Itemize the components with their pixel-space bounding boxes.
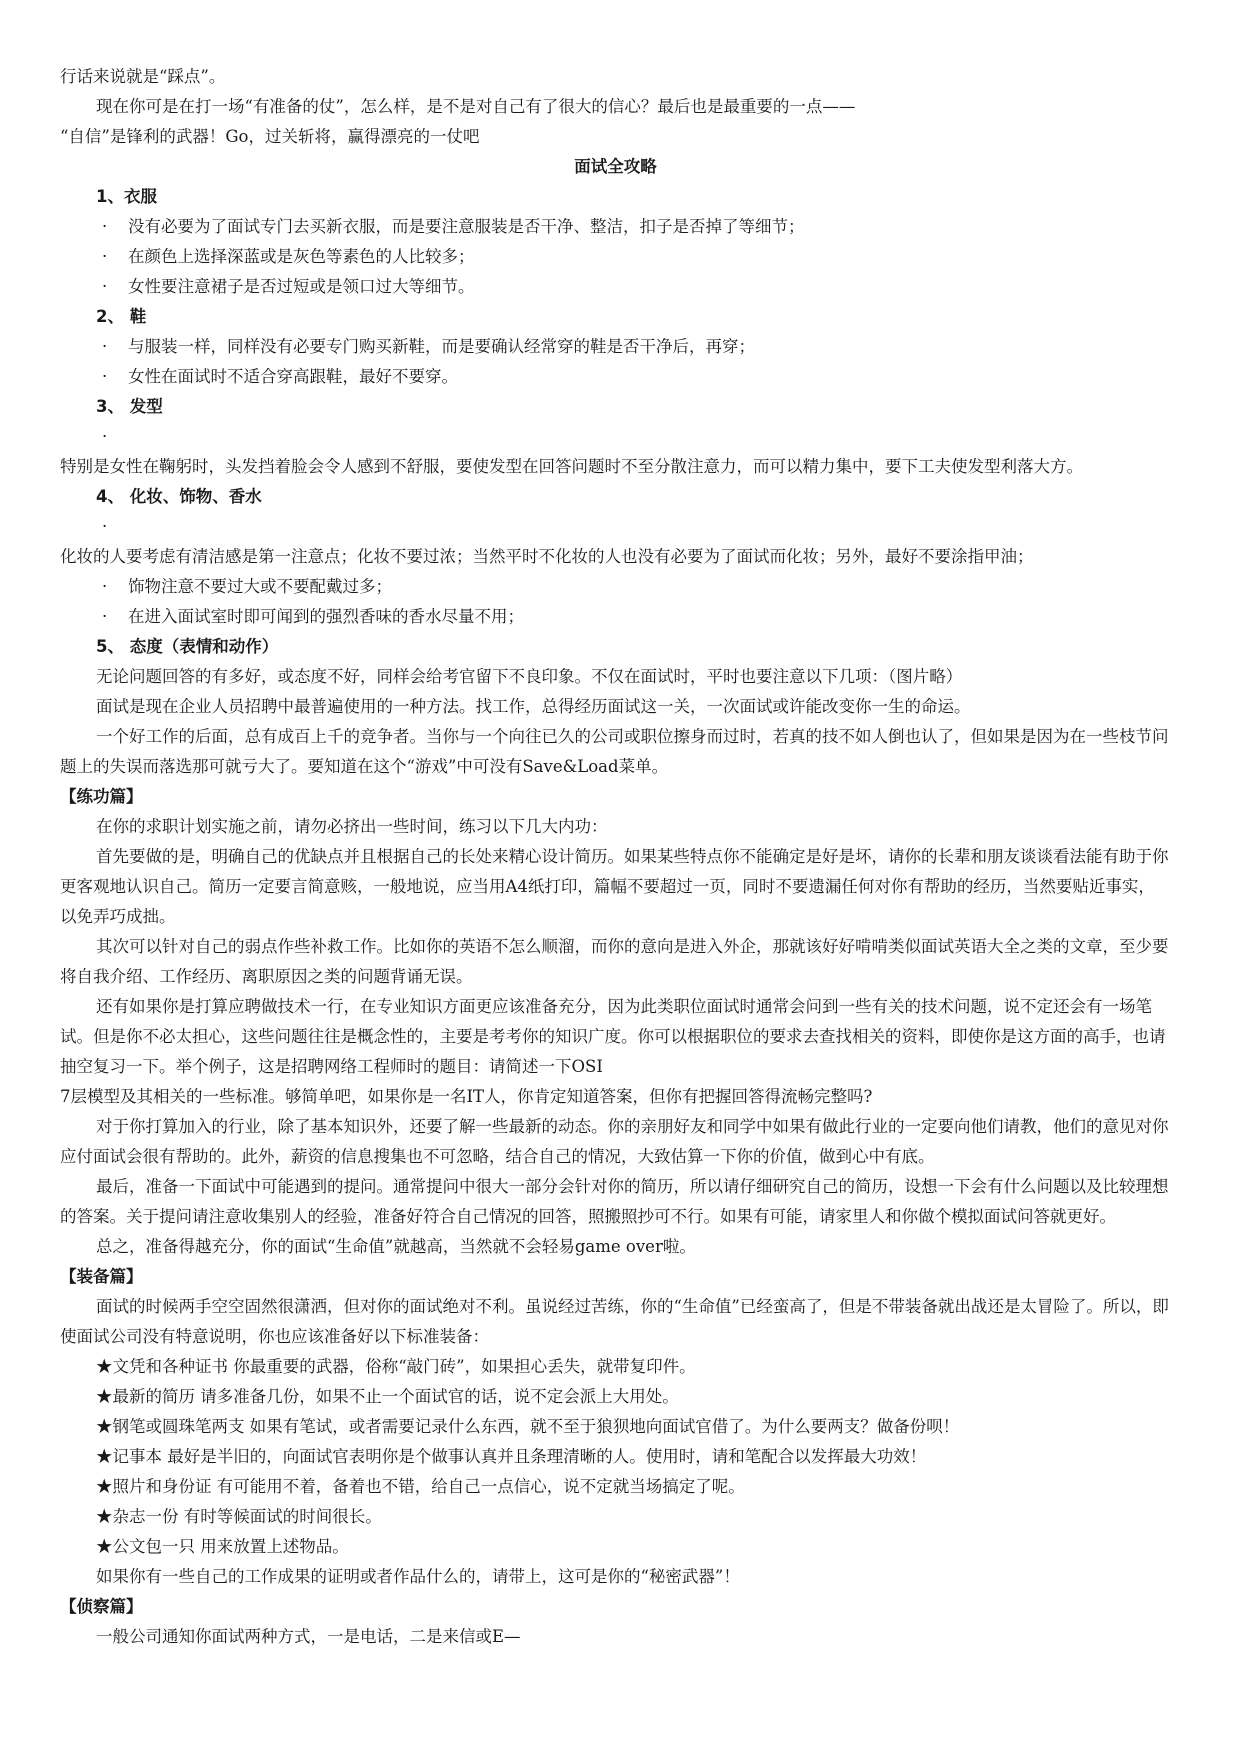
section-heading-equipment: 【装备篇】 <box>60 1267 143 1286</box>
paragraph: 首先要做的是，明确自己的优缺点并且根据自己的长处来精心设计简历。如果某些特点你不能确定是好是坏，请你的长辈和朋友谈谈看法能有助于你更客观地认识自己。简历一定要言简意赅，一般地说，应当用A4纸打印，篇幅不要超过一页，同时不要遗漏任何对你有帮助的经历，当然要贴近事实，以免弄巧成拙。 <box>60 847 1169 926</box>
paragraph: 对于你打算加入的行业，除了基本知识外，还要了解一些最新的动态。你的亲朋好友和同学中如果有做此行业的一定要向他们请教，他们的意见对你应付面试会很有帮助的。此外，薪资的信息搜集也不可忽略，结合自己的情况，大致估算一下你的价值，做到心中有底。 <box>60 1117 1169 1166</box>
list-item: · 饰物注意不要过大或不要配戴过多； <box>60 572 1171 602</box>
paragraph: 还有如果你是打算应聘做技术一行，在专业知识方面更应该准备充分，因为此类职位面试时通常会问到一些有关的技术问题，说不定还会有一场笔试。但是你不必太担心，这些问题往往是概念性的，主要是考考你的知识广度。你可以根据职位的要求去查找相关的资料，即使你是这方面的高手，也请抽空复习一下。举个例子，这是招聘网络工程师时的题目：请简述一下OSI <box>60 997 1166 1076</box>
document-title: 面试全攻略 <box>574 157 657 176</box>
paragraph: 总之，准备得越充分，你的面试“生命值”就越高，当然就不会轻易game over啦。 <box>96 1237 696 1256</box>
bullet-icon: · <box>102 427 108 446</box>
bullet-icon: · <box>102 277 108 296</box>
list-item: · 在颜色上选择深蓝或是灰色等素色的人比较多； <box>60 242 1171 272</box>
section-heading-hairstyle: 3、 发型 <box>96 397 163 416</box>
list-item: ★钢笔或圆珠笔两支 如果有笔试，或者需要记录什么东西，就不至于狼狈地向面试官借了。为什么要两支？做备份呗！ <box>96 1417 960 1436</box>
section-heading-attitude: 5、 态度（表情和动作） <box>96 637 279 656</box>
list-item: ★最新的简历 请多准备几份，如果不止一个面试官的话，说不定会派上大用处。 <box>96 1387 679 1406</box>
paragraph: 行话来说就是“踩点”。 <box>60 67 226 86</box>
paragraph: 如果你有一些自己的工作成果的证明或者作品什么的，请带上，这可是你的“秘密武器”！ <box>96 1567 740 1586</box>
bullet-icon: · <box>102 517 108 536</box>
section-heading-recon: 【侦察篇】 <box>60 1597 143 1616</box>
paragraph: 化妆的人要考虑有清洁感是第一注意点；化妆不要过浓；当然平时不化妆的人也没有必要为了面试而化妆；另外，最好不要涂指甲油； <box>60 547 1034 566</box>
list-item: · 女性要注意裙子是否过短或是领口过大等细节。 <box>60 272 1171 302</box>
bullet-icon: · <box>102 337 108 356</box>
bullet-icon: · <box>102 247 108 266</box>
bullet-icon: · <box>102 367 108 386</box>
paragraph: 7层模型及其相关的一些标准。够简单吧，如果你是一名IT人，你肯定知道答案，但你有把握回答得流畅完整吗? <box>60 1087 873 1106</box>
list-item: ★杂志一份 有时等候面试的时间很长。 <box>96 1507 382 1526</box>
paragraph: 最后，准备一下面试中可能遇到的提问。通常提问中很大一部分会针对你的简历，所以请仔细研究自己的简历，设想一下会有什么问题以及比较理想的答案。关于提问请注意收集别人的经验，准备好符合自己情况的回答，照搬照抄可不行。如果有可能，请家里人和你做个模拟面试问答就更好。 <box>60 1177 1169 1226</box>
section-heading-shoes: 2、 鞋 <box>96 307 147 326</box>
paragraph: 面试的时候两手空空固然很潇洒，但对你的面试绝对不利。虽说经过苦练，你的“生命值”已经蛮高了，但是不带装备就出战还是太冒险了。所以，即使面试公司没有特意说明，你也应该准备好以下标准装备： <box>60 1297 1169 1346</box>
paragraph: 面试是现在企业人员招聘中最普遍使用的一种方法。找工作，总得经历面试这一关，一次面试或许能改变你一生的命运。 <box>96 697 971 716</box>
paragraph: 其次可以针对自己的弱点作些补救工作。比如你的英语不怎么顺溜，而你的意向是进入外企，那就该好好啃啃类似面试英语大全之类的文章，至少要将自我介绍、工作经历、离职原因之类的问题背诵无误。 <box>60 937 1169 986</box>
list-item: · 女性在面试时不适合穿高跟鞋，最好不要穿。 <box>60 362 1171 392</box>
list-item: ★公文包一只 用来放置上述物品。 <box>96 1537 349 1556</box>
paragraph: 一般公司通知你面试两种方式，一是电话，二是来信或E— <box>96 1627 521 1646</box>
list-item: · 与服装一样，同样没有必要专门购买新鞋，而是要确认经常穿的鞋是否干净后，再穿； <box>60 332 1171 362</box>
paragraph: 无论问题回答的有多好，或态度不好，同样会给考官留下不良印象。不仅在面试时，平时也要注意以下几项：（图片略） <box>96 667 963 686</box>
paragraph: 现在你可是在打一场“有准备的仗”，怎么样，是不是对自己有了很大的信心？最后也是最重要的一点—— <box>96 97 856 116</box>
bullet-icon: · <box>102 577 108 596</box>
list-item <box>60 512 1171 542</box>
list-item: · 在进入面试室时即可闻到的强烈香味的香水尽量不用； <box>60 602 1171 632</box>
section-heading-practice: 【练功篇】 <box>60 787 143 806</box>
paragraph: “自信”是锋利的武器！Go，过关斩将，赢得漂亮的一仗吧 <box>60 127 480 146</box>
list-item: · 没有必要为了面试专门去买新衣服，而是要注意服装是否干净、整洁，扣子是否掉了等细节； <box>60 212 1171 242</box>
paragraph: 特别是女性在鞠躬时，头发挡着脸会令人感到不舒服，要使发型在回答问题时不至分散注意力，而可以精力集中，要下工夫使发型利落大方。 <box>60 457 1083 476</box>
paragraph: 在你的求职计划实施之前，请勿必挤出一些时间，练习以下几大内功： <box>96 817 608 836</box>
bullet-icon: · <box>102 607 108 626</box>
list-item: ★照片和身份证 有可能用不着，备着也不错，给自己一点信心，说不定就当场搞定了呢。 <box>96 1477 745 1496</box>
section-heading-clothes: 1、衣服 <box>96 187 157 206</box>
list-item: ★记事本 最好是半旧的，向面试官表明你是个做事认真并且条理清晰的人。使用时，请和笔配合以发挥最大功效！ <box>96 1447 927 1466</box>
bullet-icon: · <box>102 217 108 236</box>
list-item <box>60 422 1171 452</box>
section-heading-makeup: 4、 化妆、饰物、香水 <box>96 487 262 506</box>
paragraph: 一个好工作的后面，总有成百上千的竞争者。当你与一个向往已久的公司或职位擦身而过时，若真的技不如人倒也认了，但如果是因为在一些枝节问题上的失误而落选那可就亏大了。要知道在这个“游戏”中可没有Save&Load菜单。 <box>60 727 1169 776</box>
list-item: ★文凭和各种证书 你最重要的武器，俗称“敲门砖”，如果担心丢失，就带复印件。 <box>96 1357 696 1376</box>
